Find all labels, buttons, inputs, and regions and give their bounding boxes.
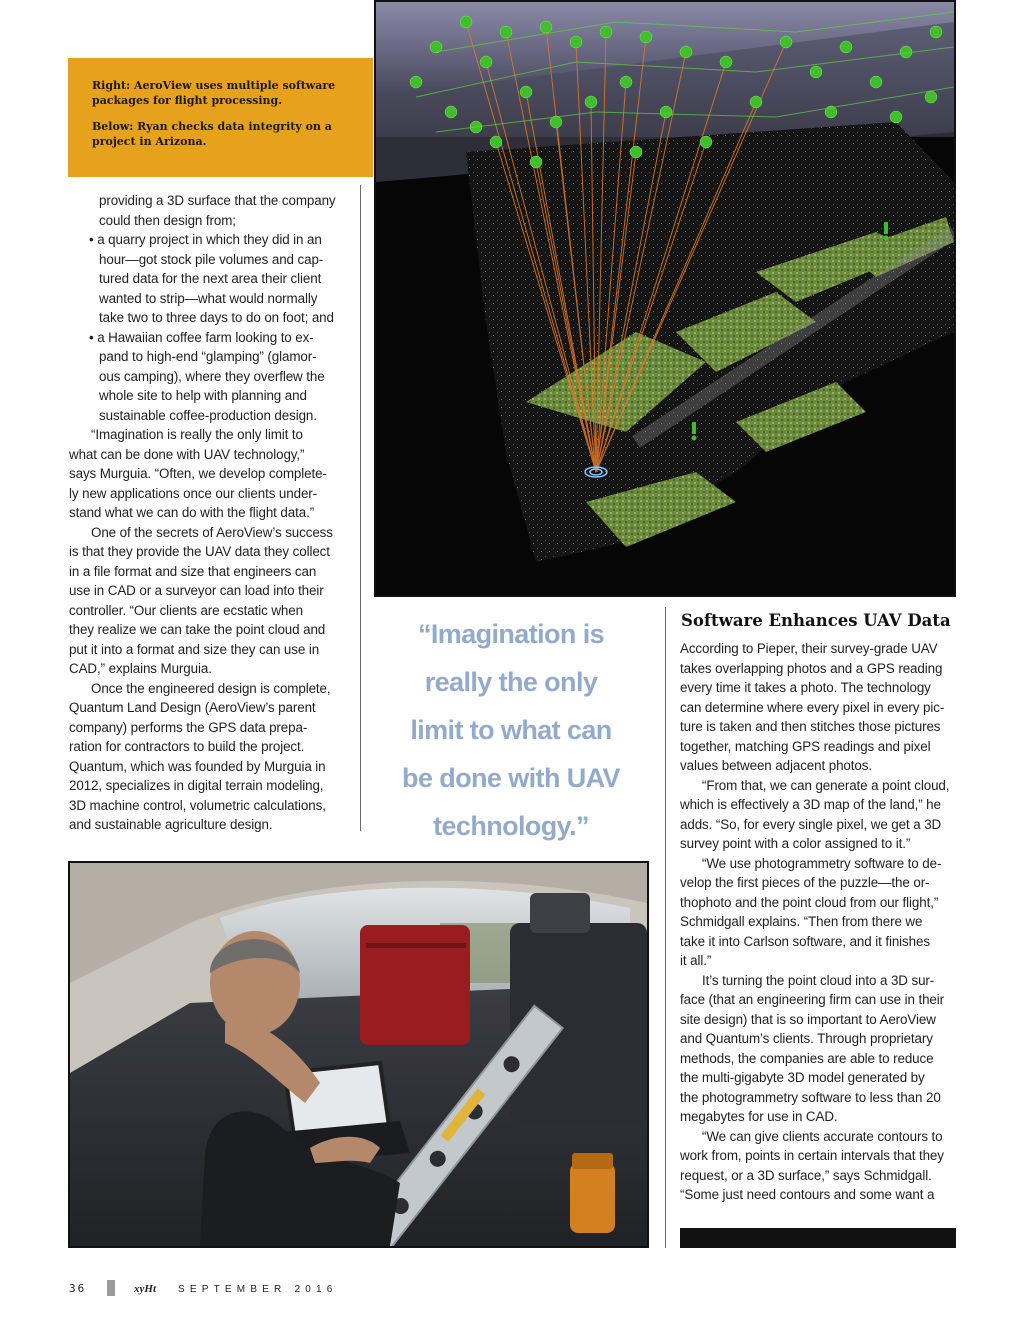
text-line: One of the secrets of AeroView’s success: [91, 524, 333, 540]
text-line: stand what we can do with the flight data.”: [69, 505, 315, 520]
sidebar-heading: Software Enhances UAV Data: [681, 611, 951, 630]
bullet-item: • a quarry project in which they did in an: [89, 232, 322, 247]
issue-date: SEPTEMBER 2016: [178, 1284, 338, 1295]
text-line: the photogrammetry software to less than 20: [680, 1089, 941, 1105]
text-line: Schmidgall explains. “Then from there we: [680, 914, 923, 929]
sidebar-text: [680, 639, 960, 1205]
text-line: and Quantum’s clients. Through proprietary: [680, 1031, 933, 1046]
column-rule-right: [665, 607, 666, 1248]
text-line: they realize we can take the point cloud and: [69, 622, 326, 637]
text-line: velop the first pieces of the puzzle—the or-: [680, 875, 930, 890]
text-line: values between adjacent photos.: [680, 758, 872, 773]
text-line: adds. “So, for every single pixel, we get a 3D: [680, 816, 942, 832]
text-line: Once the engineered design is complete,: [91, 680, 331, 696]
text-line: It’s turning the point cloud into a 3D sur-: [702, 972, 935, 988]
text-line: take it into Carlson software, and it finishes: [680, 933, 930, 949]
text-line: 2012, specializes in digital terrain modeling,: [69, 778, 324, 793]
magazine-name: xyHt: [134, 1283, 156, 1295]
text-line: which is effectively a 3D map of the land,” he: [680, 797, 941, 812]
text-line: ly new applications once our clients under-: [69, 485, 318, 501]
pull-quote-line: really the only: [424, 667, 598, 697]
text-line: CAD,” explains Murguia.: [69, 661, 212, 676]
text-line: survey point with a color assigned to it.”: [680, 836, 911, 851]
text-line: “Some just need contours and some want a: [680, 1187, 935, 1202]
text-line: methods, the companies are able to reduce: [680, 1050, 934, 1066]
column-rule-left: [360, 185, 361, 831]
point-cloud-photo: [374, 0, 956, 597]
field-work-photo: [68, 861, 649, 1248]
text-line: Quantum Land Design (AeroView’s parent: [69, 700, 316, 715]
text-line: every time it takes a photo. The technology: [680, 680, 931, 695]
text-line: “From that, we can generate a point cloud,: [702, 777, 950, 793]
text-line: thophoto and the point cloud from our flight,”: [680, 894, 939, 910]
text-line: ture is taken and then stitches those pictures: [680, 719, 941, 734]
text-line: ous camping), where they overflew the: [99, 368, 325, 384]
text-line: sustainable coffee-production design.: [99, 407, 317, 423]
text-line: ration for contractors to build the project.: [69, 739, 305, 754]
text-line: “Imagination is really the only limit to: [91, 427, 303, 442]
sidebar-end-bar: [680, 1228, 956, 1248]
text-line: in a file format and size that engineers can: [69, 563, 317, 579]
page-number: 36: [69, 1282, 87, 1295]
bullet-item: • a Hawaiian coffee farm looking to ex-: [89, 329, 314, 345]
photo-caption-box: [68, 58, 373, 177]
text-line: can determine where every pixel in every pic-: [680, 699, 945, 715]
text-line: request, or a 3D surface,” says Schmidgall.: [680, 1167, 932, 1183]
text-line: take two to three days to do on foot; and: [99, 310, 334, 325]
pull-quote: [395, 610, 627, 850]
text-line: Quantum, which was founded by Murguia in: [69, 758, 326, 774]
pull-quote-line: “Imagination is: [417, 619, 605, 649]
text-line: 3D machine control, volumetric calculations,: [69, 797, 326, 813]
text-line: providing a 3D surface that the company: [99, 193, 336, 208]
text-line: According to Pieper, their survey-grade UAV: [680, 641, 938, 656]
text-line: work from, points in certain intervals that they: [680, 1148, 944, 1163]
text-line: what can be done with UAV technology,”: [69, 446, 305, 462]
text-line: use in CAD or a surveyor can load into their: [69, 583, 324, 598]
text-line: it all.”: [680, 953, 712, 968]
text-line: “We use photogrammetry software to de-: [702, 855, 942, 871]
text-line: face (that an engineering firm can use in their: [680, 992, 945, 1007]
text-line: tured data for the next area their client: [99, 271, 322, 286]
text-line: company) performs the GPS data prepa-: [69, 719, 308, 735]
text-line: and sustainable agriculture design.: [69, 817, 273, 832]
text-line: “We can give clients accurate contours to: [702, 1128, 943, 1144]
left-column-text: [69, 191, 354, 835]
text-line: together, matching GPS readings and pixel: [680, 738, 931, 754]
text-line: whole site to help with planning and: [99, 388, 307, 403]
text-line: says Murguia. “Often, we develop complete-: [69, 466, 327, 481]
text-line: takes overlapping photos and a GPS reading: [680, 660, 943, 676]
pull-quote-line: limit to what can: [410, 715, 612, 745]
footer-divider-block: [107, 1280, 115, 1296]
text-line: put it into a format and size they can use in: [69, 641, 320, 657]
text-line: site design) that is so important to AeroView: [680, 1011, 936, 1027]
text-line: could then design from;: [99, 212, 236, 228]
text-line: wanted to strip—what would normally: [99, 290, 318, 306]
caption-below: Below: Ryan checks data integrity on a project in Arizona.: [92, 120, 332, 148]
text-line: pand to high-end “glamping” (glamor-: [99, 349, 317, 364]
text-line: hour—got stock pile volumes and cap-: [99, 251, 324, 267]
text-line: is that they provide the UAV data they collect: [69, 544, 330, 559]
text-line: megabytes for use in CAD.: [680, 1109, 838, 1124]
text-line: the multi-gigabyte 3D model generated by: [680, 1070, 925, 1085]
pull-quote-line: be done with UAV: [402, 763, 620, 793]
text-line: controller. “Our clients are ecstatic when: [69, 602, 303, 618]
caption-right: Right: AeroView uses multiple software packages for flight processing.: [92, 79, 336, 107]
pull-quote-line: technology.”: [433, 811, 589, 841]
